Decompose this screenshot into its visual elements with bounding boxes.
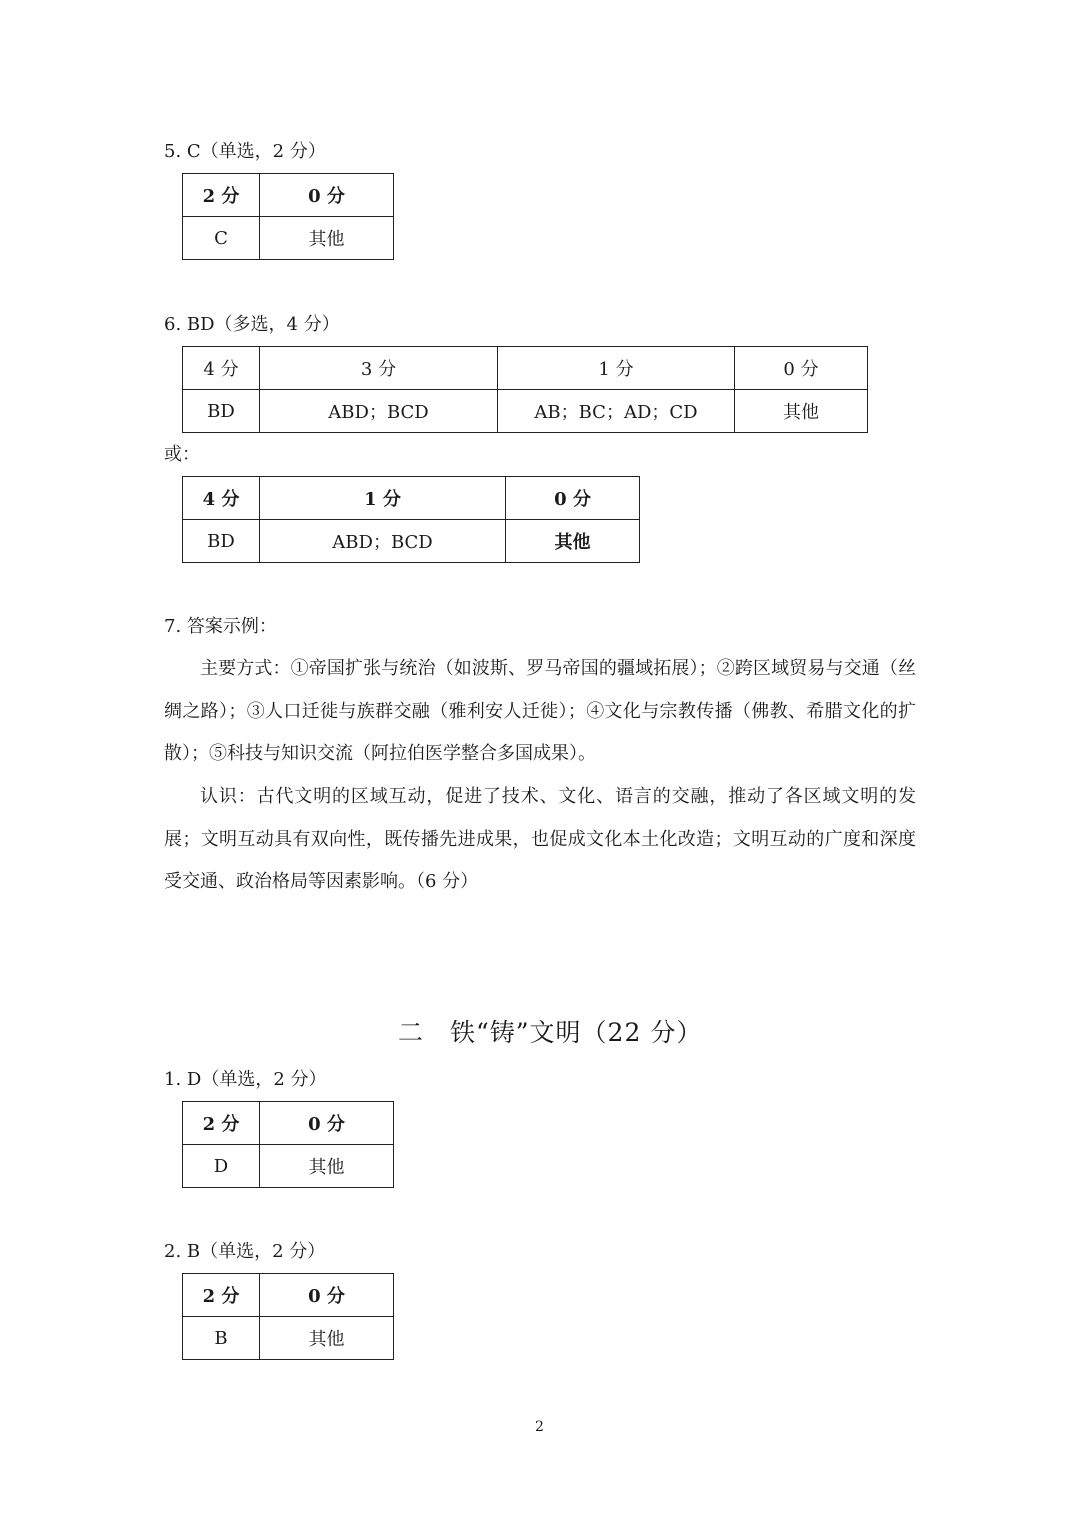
table-header-cell: 2 分 <box>183 174 260 217</box>
table-cell: C <box>183 217 260 260</box>
q7-answer-paragraph-2: 认识：古代文明的区域互动，促进了技术、文化、语言的交融，推动了各区域文明的发展；文明互动具有双向性，既传播先进成果，也促成文化本土化改造；文明互动的广度和深度受交通、政治格局等因素影响。（6 分） <box>164 786 916 892</box>
table-header-cell: 2 分 <box>183 1274 260 1317</box>
q6-score-table-1 <box>182 346 868 433</box>
table-header-cell: 2 分 <box>183 1102 260 1145</box>
q5-score-table <box>182 173 394 260</box>
q6-label: 6. BD（多选，4 分） <box>164 314 340 335</box>
table-cell: B <box>183 1317 260 1360</box>
table-header-cell: 4 分 <box>183 347 260 390</box>
table-cell: 其他 <box>506 520 640 563</box>
table-header-cell: 0 分 <box>260 1102 394 1145</box>
table-header-cell: 0 分 <box>260 174 394 217</box>
q7-answer-paragraph-1: 主要方式：①帝国扩张与统治（如波斯、罗马帝国的疆域拓展）；②跨区域贸易与交通（丝绸之路）；③人口迁徙与族群交融（雅利安人迁徙）；④文化与宗教传播（佛教、希腊文化的扩散）；⑤科技与知识交流（阿拉伯医学整合多国成果）。 <box>164 658 916 764</box>
table-cell: ABD；BCD <box>260 390 498 433</box>
s2q1-score-table <box>182 1101 394 1188</box>
table-cell: D <box>183 1145 260 1188</box>
table-header-cell: 3 分 <box>260 347 498 390</box>
section-title: 二 铁“铸”文明（22 分） <box>398 1018 703 1047</box>
table-cell: AB；BC；AD；CD <box>498 390 735 433</box>
table-header-cell: 0 分 <box>260 1274 394 1317</box>
table-cell: BD <box>183 390 260 433</box>
table-cell: 其他 <box>260 1317 394 1360</box>
table-cell: 其他 <box>735 390 868 433</box>
page-number: 2 <box>535 1419 544 1435</box>
table-cell: 其他 <box>260 217 394 260</box>
table-cell: BD <box>183 520 260 563</box>
s2q1-label: 1. D（单选，2 分） <box>164 1069 327 1090</box>
table-header-cell: 4 分 <box>183 477 260 520</box>
or-label: 或： <box>164 444 200 465</box>
s2q2-score-table <box>182 1273 394 1360</box>
s2q2-label: 2. B（单选，2 分） <box>164 1241 326 1262</box>
q7-label: 7. 答案示例： <box>164 616 277 637</box>
q6-score-table-2 <box>182 476 640 563</box>
table-header-cell: 0 分 <box>506 477 640 520</box>
table-header-cell: 1 分 <box>498 347 735 390</box>
table-header-cell: 1 分 <box>260 477 506 520</box>
table-cell: 其他 <box>260 1145 394 1188</box>
q5-label: 5. C（单选，2 分） <box>164 141 326 162</box>
table-header-cell: 0 分 <box>735 347 868 390</box>
table-cell: ABD；BCD <box>260 520 506 563</box>
